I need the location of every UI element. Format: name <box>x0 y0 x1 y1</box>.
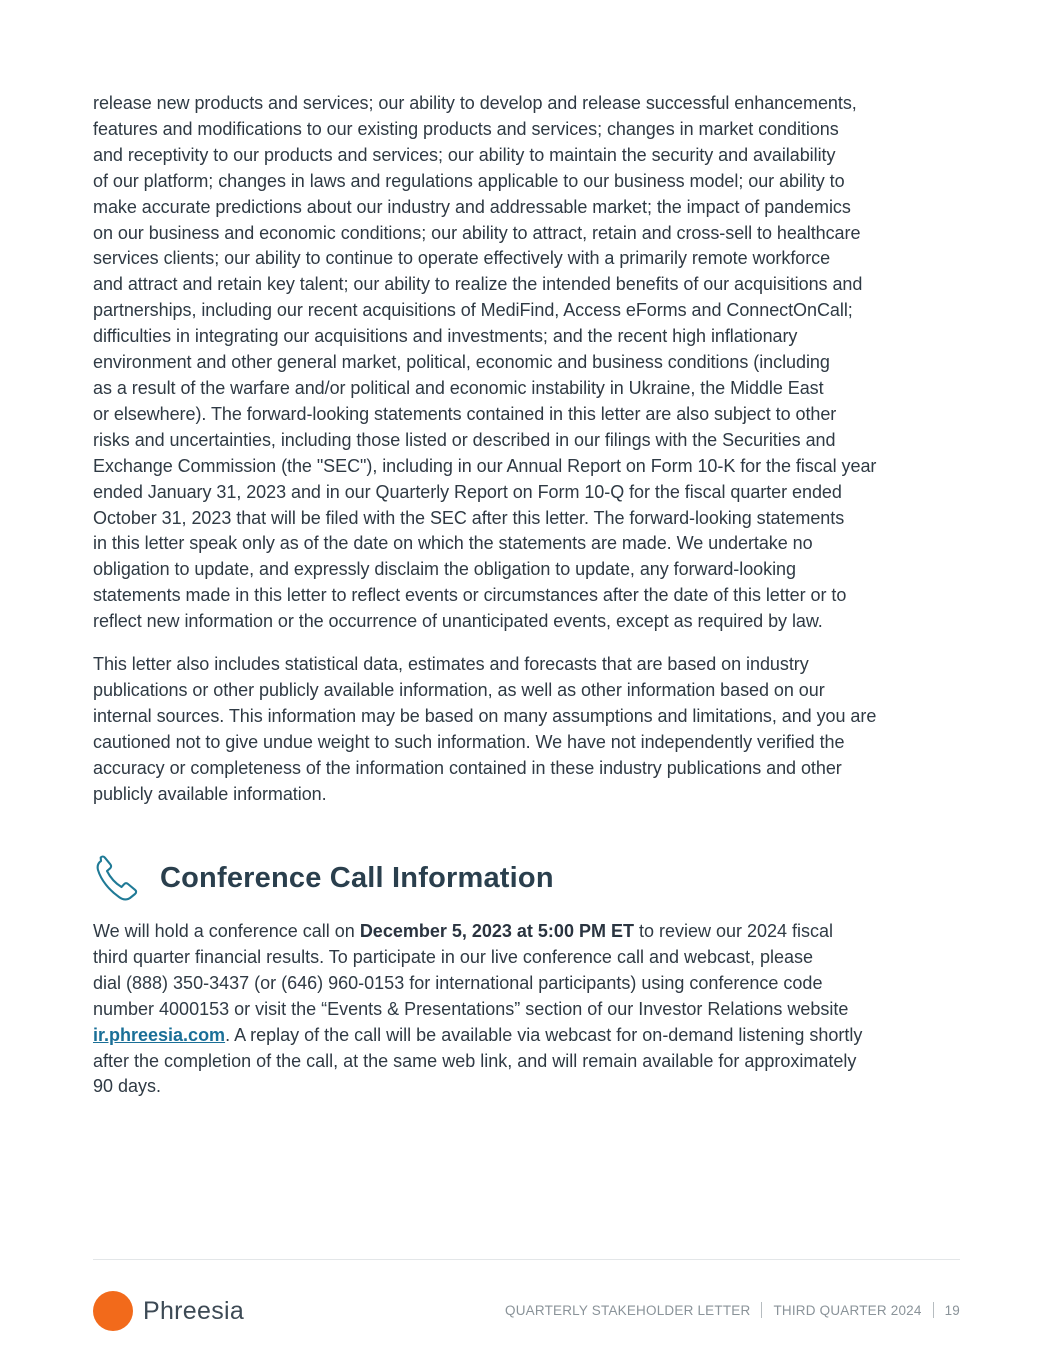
page-number: 19 <box>944 1302 960 1318</box>
call-line-5: ir.phreesia.com. A replay of the call will be available via webcast for on-demand listening shortly <box>93 1024 863 1045</box>
call-line-7: 90 days. <box>93 1076 162 1097</box>
call-line-3: dial (888) 350-3437 (or (646) 960-0153 for international participants) using conference code <box>93 972 823 993</box>
body-text <box>93 91 963 807</box>
call-line-6: after the completion of the call, at the same web link, and will remain available for approximately <box>93 1050 857 1071</box>
conference-call-heading <box>93 852 554 904</box>
footer-separator <box>933 1302 934 1318</box>
call-line-4: number 4000153 or visit the “Events & Presentations” section of our Investor Relations website <box>93 998 849 1019</box>
period-label: THIRD QUARTER 2024 <box>773 1302 922 1318</box>
section-title: Conference Call Information <box>160 861 554 894</box>
call-date-time: December 5, 2023 at 5:00 PM ET <box>359 921 634 941</box>
statistical-data-paragraph: This letter also includes statistical data, estimates and forecasts that are based on industry publications or other publicly available information, as well as other information based on our internal sources. This information may be based on many assumptions and limitations, and you are cautioned not to give undue weight to such information. We have not independently verified the accuracy or completeness of the information contained in these industry publications and other publicly available information. <box>93 654 877 804</box>
call-line-1: We will hold a conference call on December 5, 2023 at 5:00 PM ET to review our 2024 fiscal <box>93 921 834 941</box>
call-line-2: third quarter financial results. To participate in our live conference call and webcast, please <box>93 946 814 967</box>
footer-meta <box>505 1302 960 1318</box>
phone-icon <box>93 852 145 904</box>
footer-divider <box>93 1259 960 1260</box>
conference-call-paragraph <box>93 919 973 1100</box>
phreesia-logo <box>93 1291 244 1331</box>
logo-text: Phreesia <box>143 1296 245 1325</box>
footer-separator <box>761 1302 762 1318</box>
investor-relations-link[interactable]: ir.phreesia.com <box>93 1024 226 1045</box>
document-label: QUARTERLY STAKEHOLDER LETTER <box>505 1302 751 1318</box>
forward-looking-paragraph: release new products and services; our ability to develop and release successful enhancements, features and modifications to our existing products and services; changes in market conditions and receptivity to our products and services; our ability to maintain the security and availability of our platform; changes in laws and regulations applicable to our business model; our ability to make accurate predictions about our industry and addressable market; the impact of pandemics on our business and economic conditions; our ability to attract, retain and cross-sell to healthcare services clients; our ability to continue to operate effectively with a primarily remote workforce and attract and retain key talent; our ability to realize the intended benefits of our acquisitions and partnerships, including our recent acquisitions of MediFind, Access eForms and ConnectOnCall; difficulties in integrating our acquisitions and investments; and the recent high inflationary environment and other general market, political, economic and business conditions (including as a result of the warfare and/or political and economic instability in Ukraine, the Middle East or elsewhere). The forward-looking statements contained in this letter are also subject to other risks and uncertainties, including those listed or described in our filings with the Securities and Exchange Commission (the "SEC"), including in our Annual Report on Form 10-K for the fiscal year ended January 31, 2023 and in our Quarterly Report on Form 10-Q for the fiscal quarter ended October 31, 2023 that will be filed with the SEC after this letter. The forward-looking statements in this letter speak only as of the date on which the statements are made. We undertake no obligation to update, and expressly disclaim the obligation to update, any forward-looking statements made in this letter to reflect events or circumstances after the date of this letter or to reflect new information or the occurrence of unanticipated events, except as required by law. <box>93 93 877 632</box>
logo-circle-icon <box>93 1291 133 1331</box>
